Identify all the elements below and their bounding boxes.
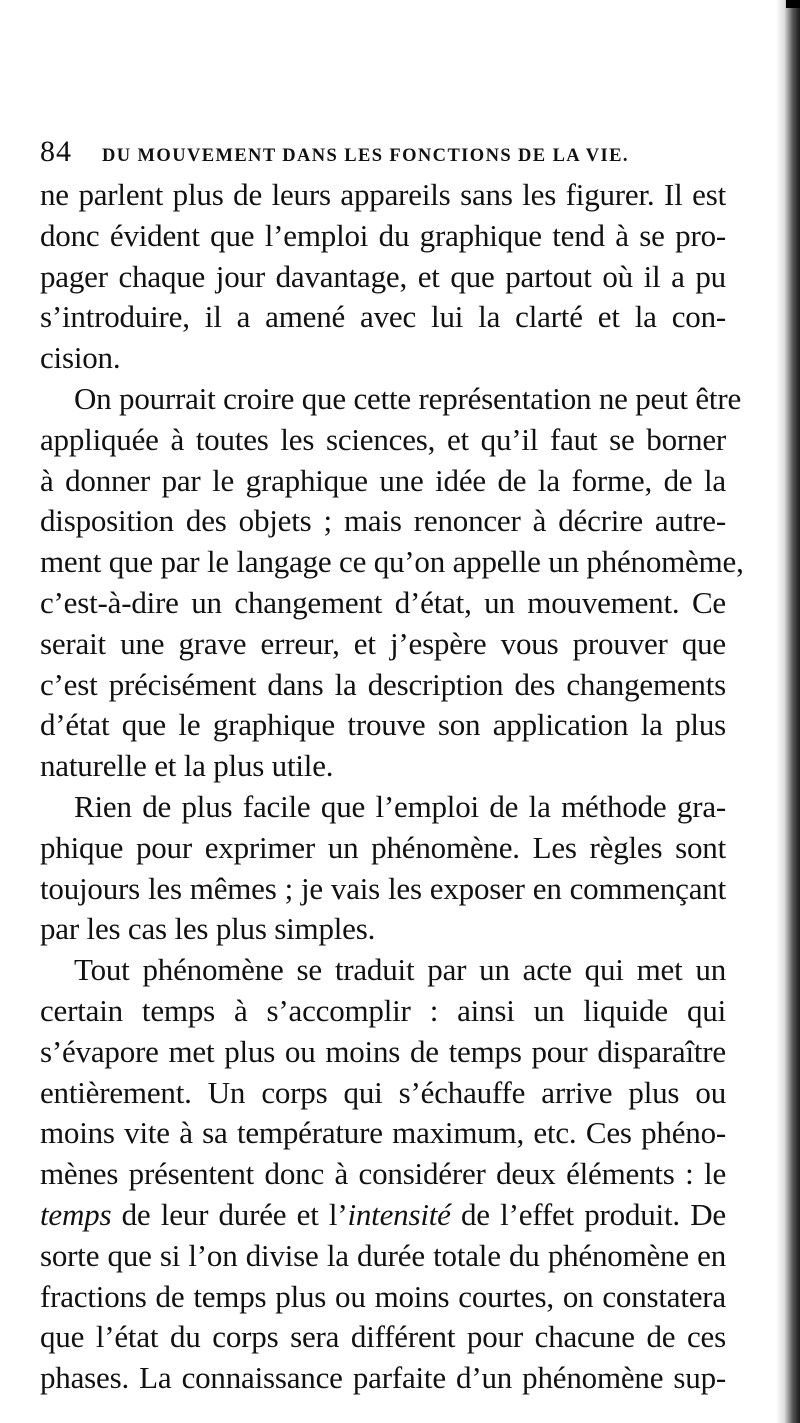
text-line: fractions de temps plus ou moins courtes, on constatera <box>40 1278 726 1314</box>
italic-term-temps: temps <box>40 1196 112 1232</box>
text-line: par les cas les plus simples. <box>40 911 376 947</box>
text-fragment: de l’effet produit. De <box>450 1196 726 1232</box>
text-line: à donner par le graphique une idée de la forme, de la <box>40 462 726 498</box>
text-line: naturelle et la plus utile. <box>40 748 334 784</box>
italic-term-intensite: intensité <box>347 1196 451 1232</box>
text-line: sorte que si l’on divise la durée totale du phénomène en <box>40 1237 726 1273</box>
text-line: moins vite à sa température maximum, etc. Ces phéno- <box>40 1115 726 1151</box>
text-line: disposition des objets ; mais renoncer à décrire autre- <box>40 503 726 539</box>
body-text <box>40 175 744 1399</box>
text-line: donc évident que l’emploi du graphique tend à se pro- <box>40 217 726 253</box>
text-line: mènes présentent donc à considérer deux éléments : le <box>40 1156 726 1192</box>
text-line: ne parlent plus de leurs appareils sans les figurer. Il est <box>40 177 726 212</box>
text-line: certain temps à s’accomplir : ainsi un liquide qui <box>40 992 726 1028</box>
text-line: Rien de plus facile que l’emploi de la méthode gra- <box>74 788 726 824</box>
text-line: serait une grave erreur, et j’espère vous prouver que <box>40 625 726 661</box>
text-line: phique pour exprimer un phénomène. Les règles sont <box>40 829 726 865</box>
text-line: entièrement. Un corps qui s’échauffe arrive plus ou <box>40 1074 726 1110</box>
text-line: phases. La connaissance parfaite d’un phénomène sup- <box>40 1360 726 1396</box>
page-edge-corner <box>786 0 800 8</box>
text-line: cision. <box>40 340 121 376</box>
text-line: appliquée à toutes les sciences, et qu’il faut se borner <box>40 421 726 457</box>
text-line: c’est-à-dire un changement d’état, un mouvement. Ce <box>40 584 726 620</box>
text-line: toujours les mêmes ; je vais les exposer en commençant <box>40 870 726 906</box>
text-line: c’est précisément dans la description des changements <box>40 666 726 702</box>
text-line: que l’état du corps sera différent pour chacune de ces <box>40 1319 726 1355</box>
page-number: 84 <box>40 135 72 168</box>
text-line: ment que par le langage ce qu’on appelle un phénomème, <box>40 544 744 580</box>
text-line <box>40 1195 726 1236</box>
running-head <box>40 135 720 175</box>
text-line: pager chaque jour davantage, et que partout où il a pu <box>40 258 726 294</box>
running-title: DU MOUVEMENT DANS LES FONCTIONS DE LA VIE. <box>102 146 629 166</box>
text-line: s’évapore met plus ou moins de temps pour disparaître <box>40 1033 726 1069</box>
text-line: On pourrait croire que cette représentation ne peut être <box>74 380 742 416</box>
text-line: s’introduire, il a amené avec lui la clarté et la con- <box>40 299 726 335</box>
text-fragment: de leur durée et l’ <box>111 1196 348 1232</box>
text-line: Tout phénomène se traduit par un acte qui met un <box>74 952 726 988</box>
text-line: d’état que le graphique trouve son application la plus <box>40 707 726 743</box>
page-edge-shadow <box>776 0 800 1423</box>
